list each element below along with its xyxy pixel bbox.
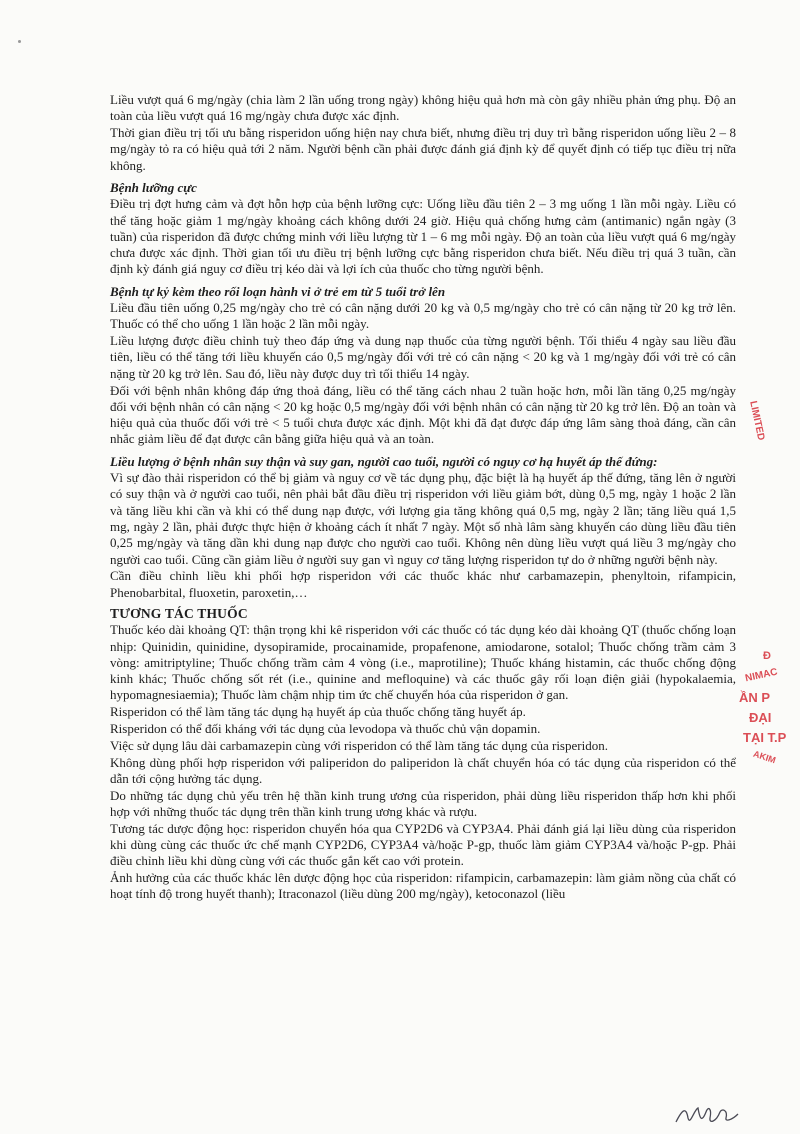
stamp-line: AKIM (752, 748, 777, 766)
paragraph: Điều trị đợt hưng cảm và đợt hỗn hợp của bệnh lưỡng cực: Uống liều đầu tiên 2 – 3 mg uống 1 lần mỗi ngày. Liều có thể tăng hoặc giảm 1 mg/ngày khoảng cách không dưới 24 giờ. Hiệu quả chống hưng cảm (antimanic) ngắn ngày (3 tuần) của risperidon đã được chứng minh với liều lượng từ 1 – 6 mg mỗi ngày. Độ an toàn của liều vượt quá 6 mg/ngày chưa được xác định. Thời gian tối ưu điều trị bệnh lưỡng cực bằng risperidon chưa biết. Nếu điều trị quá 3 tuần, cần định kỳ đánh giá nguy cơ điều trị kéo dài và lợi ích của thuốc cho từng người bệnh. (110, 196, 736, 277)
paragraph: Tương tác dược động học: risperidon chuyển hóa qua CYP2D6 và CYP3A4. Phải đánh giá lại liều dùng của risperidon khi dùng cùng các thuốc ức chế mạnh CYP2D6, CYP3A4 và/hoặc P-gp, thuốc làm giảm CYP3A4 và/hoặc P-gp. Phải điều chỉnh liều khi dùng cùng với các thuốc gắn kết cao với protein. (110, 820, 736, 869)
company-stamp (735, 640, 800, 790)
subsection-heading: Bệnh lưỡng cực (110, 179, 197, 195)
paragraph: Không dùng phối hợp risperidon với paliperidon do paliperidon là chất chuyển hóa có tác dụng của risperidon có thể dẫn tới cộng hưởng tác dụng. (110, 754, 736, 786)
paragraph: Thuốc kéo dài khoảng QT: thận trọng khi kê risperidon với các thuốc có tác dụng kéo dài khoảng QT (thuốc chống loạn nhịp: Quinidin, quinidine, dysopiramide, procainamide, propafenone, amiodarone, sotalol; Thuốc chống trầm cảm 3 vòng: amitriptyline; Thuốc chống trầm cảm 4 vòng (i.e., maprotiline); Thuốc kháng histamin, các thuốc chống động kinh khác; Thuốc chống sốt rét (i.e., quinine and mefloquine) và các thuốc gây rối loạn điện giải (hypokalaemia, hypomagnesiaemia); Thuốc làm chậm nhịp tim ức chế chuyển hóa của risperidon ở gan. (110, 622, 736, 703)
paragraph: Thời gian điều trị tối ưu bằng risperidon uống hiện nay chưa biết, nhưng điều trị duy trì bằng risperidon uống liều 2 – 8 mg/ngày tỏ ra có hiệu quả tới 2 năm. Người bệnh cần phải được đánh giá định kỳ để quyết định có tiếp tục điều trị nữa không. (110, 125, 736, 173)
paragraph: Liều đầu tiên uống 0,25 mg/ngày cho trẻ có cân nặng dưới 20 kg và 0,5 mg/ngày cho trẻ có cân nặng từ 20 kg trở lên. Thuốc có thể cho uống 1 lần hoặc 2 lần mỗi ngày. (110, 300, 736, 332)
stamp-line: NIMAC (744, 666, 779, 685)
paragraph: Liều lượng được điều chỉnh tuỳ theo đáp ứng và dung nạp thuốc của từng người bệnh. Tối thiểu 4 ngày sau liều đầu tiên, liều có thể tăng tới liều khuyến cáo 0,5 mg/ngày đối với trẻ có cân nặng < 20 kg và 1 mg/ngày đối với trẻ có cân nặng từ 20 kg trở lên. Sau đó, liều này được duy trì tối thiểu 14 ngày. (110, 333, 736, 381)
paragraph: Ảnh hưởng của các thuốc khác lên dược động học của risperidon: rifampicin, carbamazepin: làm giảm nồng của chất có hoạt tính độ trong huyết thanh); Itraconazol (liều dùng 200 mg/ngày), ketoconazol (liều (110, 870, 736, 902)
paragraph: Risperidon có thể đối kháng với tác dụng của levodopa và thuốc chủ vận dopamin. (110, 720, 541, 736)
signature-icon (672, 1100, 742, 1130)
stamp-line: TẠI T.P (743, 730, 787, 745)
paragraph: Liều vượt quá 6 mg/ngày (chia làm 2 lần uống trong ngày) không hiệu quả hơn mà còn gây nhiều phản ứng phụ. Độ an toàn của liều vượt quá 16 mg/ngày chưa được xác định. (110, 92, 736, 124)
stamp-limited-text: LIMITED (747, 400, 767, 442)
section-heading: TƯƠNG TÁC THUỐC (110, 605, 248, 621)
paragraph: Việc sử dụng lâu dài carbamazepin cùng với risperidon có thể làm tăng tác dụng của risperidon. (110, 737, 608, 753)
stamp-line: ĐẠI (749, 710, 772, 725)
document-body (110, 92, 736, 903)
paragraph: Cần điều chỉnh liều khi phối hợp risperidon với các thuốc khác như carbamazepin, phenyltoin, rifampicin, Phenobarbital, fluoxetin, paroxetin,… (110, 568, 736, 600)
paragraph: Risperidon có thể làm tăng tác dụng hạ huyết áp của thuốc chống tăng huyết áp. (110, 704, 526, 720)
stamp-line: ẦN P (739, 690, 771, 705)
paragraph: Vì sự đào thải risperidon có thể bị giảm và nguy cơ về tác dụng phụ, đặc biệt là hạ huyết áp thế đứng, tăng lên ở người có suy thận và ở người cao tuổi, nên phải bắt đầu điều trị risperidon với liều giảm bớt, dùng 0,5 mg, ngày 1 hoặc 2 lần và tăng liều khi cần và khi có thể dung nạp được, với lượng gia tăng không quá 0,5 mg, ngày 2 lần; tăng liều quá 1,5 mg, ngày 2 lần, phải được thực hiện ở khoảng cách ít nhất 7 ngày. Một số nhà lâm sàng khuyến cáo dùng liều đầu tiên 0,25 mg/ngày và tăng dần khi dung nạp được cho người cao tuổi. Không nên dùng liều vượt quá liều 3 mg/ngày cho người cao tuổi. Cũng cần giảm liều ở người suy gan vì nguy cơ tăng lượng risperidon tự do ở những người bệnh này. (110, 470, 736, 567)
subsection-heading: Bệnh tự kỷ kèm theo rối loạn hành vi ở trẻ em từ 5 tuổi trở lên (110, 283, 446, 299)
subsection-heading: Liều lượng ở bệnh nhân suy thận và suy gan, người cao tuổi, người có nguy cơ hạ huyết áp thế đứng: (110, 453, 658, 469)
stamp-line: Đ (763, 650, 771, 662)
scan-speck (18, 40, 21, 43)
paragraph: Đối với bệnh nhân không đáp ứng thoả đáng, liều có thể tăng cách nhau 2 tuần hoặc hơn, mỗi lần tăng 0,25 mg/ngày đối với bệnh nhân có cân nặng < 20 kg hoặc 0,5 mg/ngày đối với bệnh nhân có cân nặng từ 20 kg trở lên. Độ an toàn và hiệu quả của thuốc đối với trẻ < 5 tuổi chưa được xác định. Một khi đã đạt được đáp ứng lâm sàng thoả đáng, cần cân nhắc giảm liều để đạt được cân bằng giữa hiệu quả và an toàn. (110, 382, 736, 447)
paragraph: Do những tác dụng chủ yếu trên hệ thần kinh trung ương của risperidon, phải dùng liều risperidon thấp hơn khi phối hợp với những thuốc tác dụng trên thần kinh trung ương khác và rượu. (110, 787, 736, 819)
